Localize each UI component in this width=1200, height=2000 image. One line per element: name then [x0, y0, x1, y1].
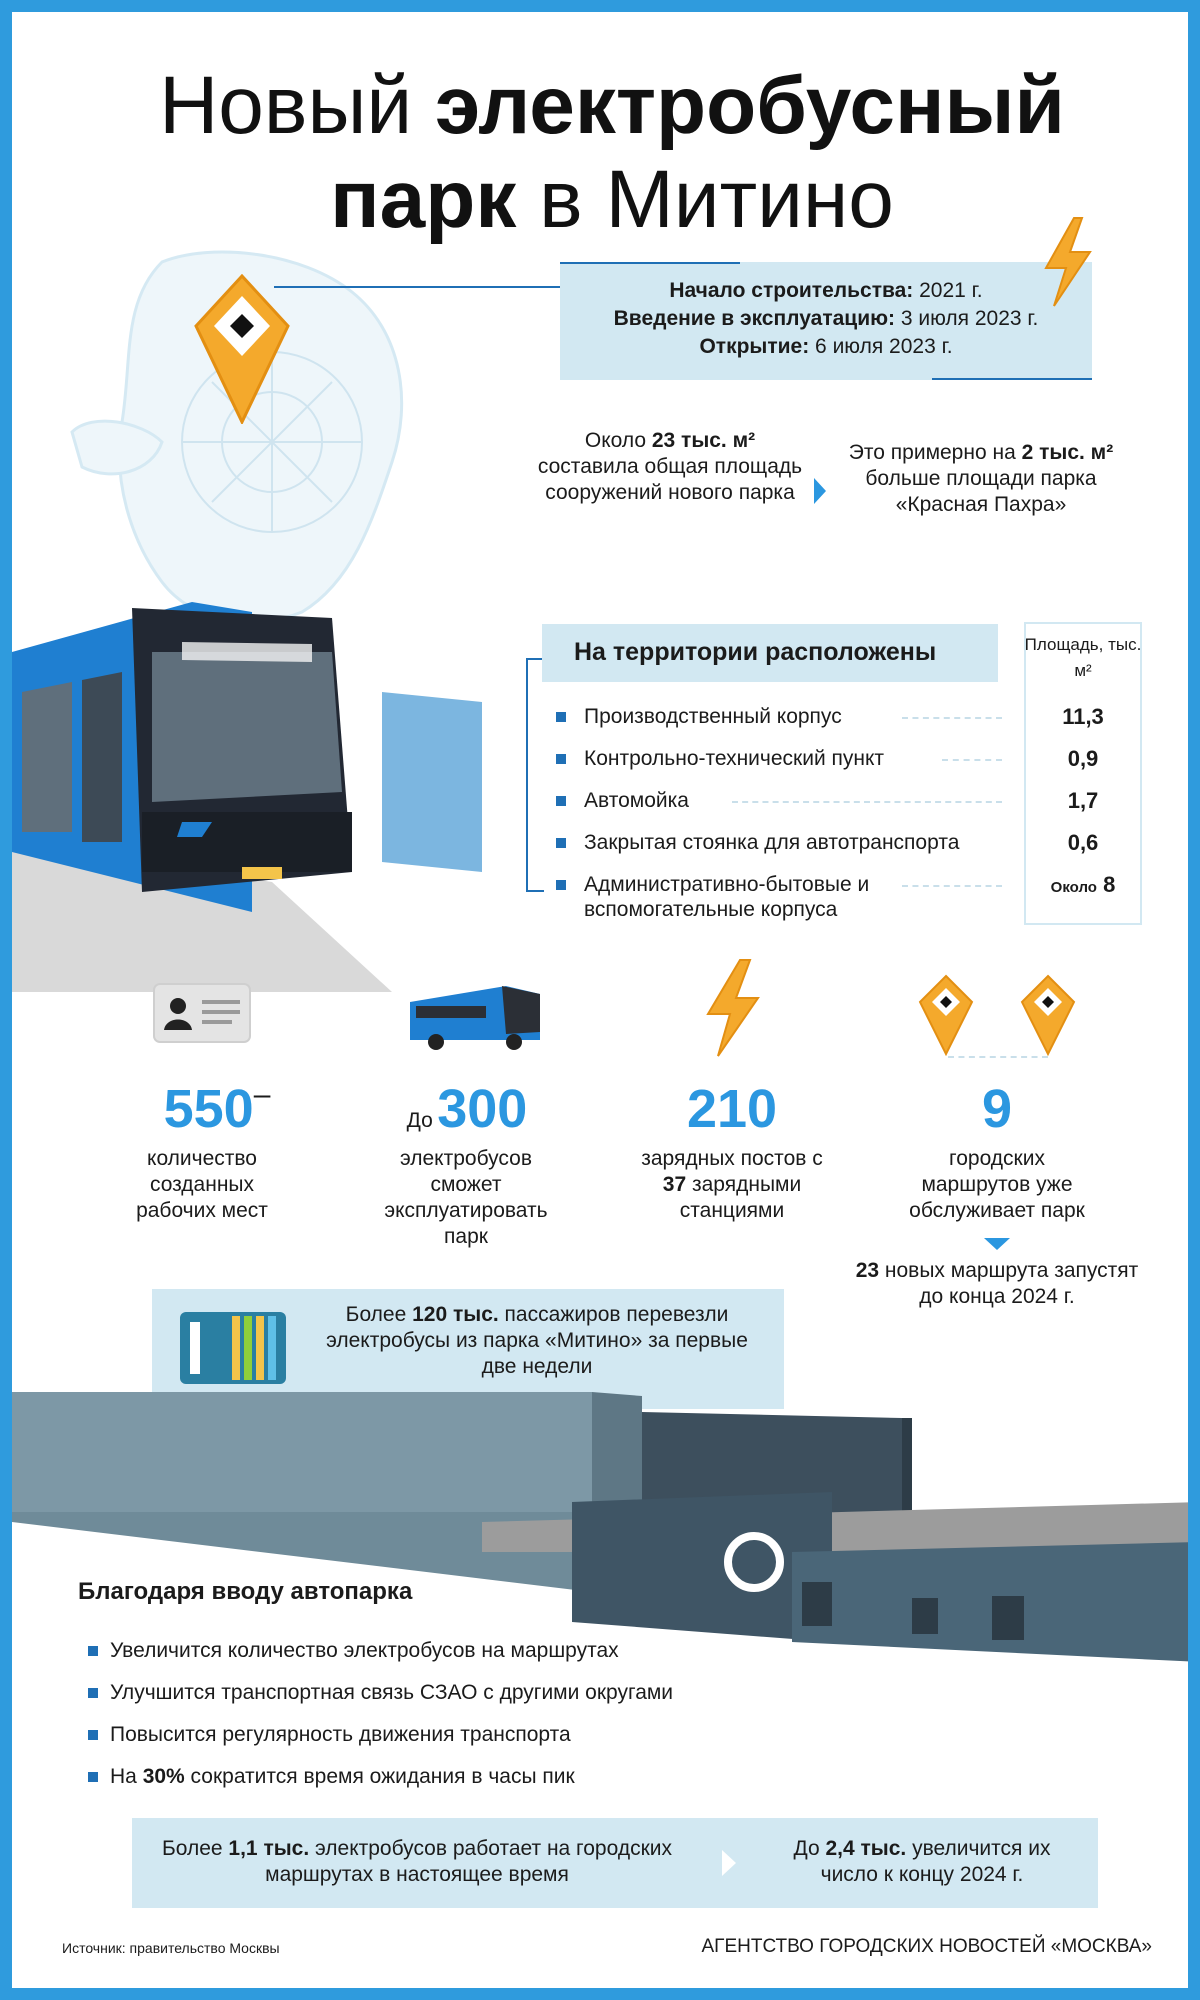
arrow-right-icon: [812, 476, 828, 506]
map-pin-icon: [192, 274, 292, 424]
routes-note: [842, 1258, 1152, 1310]
value-number: 8: [1103, 872, 1116, 897]
area-value: 23 тыс. м²: [651, 429, 756, 452]
territory-item-value: 11,3: [1062, 704, 1104, 729]
map-pin-icon: [1020, 974, 1076, 1056]
bottom-value: 1,1 тыс.: [228, 1837, 310, 1860]
list-bullet: [556, 796, 566, 806]
territory-heading: На территории расположены: [574, 638, 937, 666]
lightning-icon: [702, 958, 764, 1058]
title-part: в Митино: [516, 154, 894, 245]
territory-item-value: [1024, 872, 1142, 898]
stat-text: [632, 1146, 832, 1224]
arrow-down-icon: [982, 1236, 1012, 1252]
future-buses-text: [762, 1836, 1082, 1888]
list-bullet: [88, 1646, 98, 1656]
construction-value: 2021 г.: [913, 279, 983, 302]
title-part: Новый: [159, 60, 435, 151]
territory-item-value: 1,7: [1067, 788, 1099, 813]
stat-value: 300: [437, 1079, 528, 1139]
benefit-text-part: сократится время ожидания в часы пик: [184, 1765, 575, 1788]
stat-text-part: зарядными станциями: [679, 1173, 802, 1222]
stat-prefix: До: [406, 1109, 433, 1132]
stat-text: городских маршрутов уже обслуживает парк: [909, 1147, 1085, 1222]
passengers-text-part: пассажиров перевезли электробусы из парка «Митино» за первые две недели: [326, 1303, 748, 1378]
area-text: больше площади парка «Красная Пахра»: [865, 467, 1097, 516]
routes-note-bold: 23: [855, 1259, 880, 1282]
bus-icon: [406, 980, 546, 1052]
list-bullet: [556, 754, 566, 764]
opening-label: Открытие:: [699, 335, 810, 358]
benefits-heading: Благодаря вводу автопарка: [78, 1578, 413, 1605]
list-bullet: [556, 880, 566, 890]
stat-text-bold: 37: [662, 1173, 687, 1196]
bottom-text-part: Более: [161, 1837, 229, 1860]
bottom-text-part: увеличится их число к концу 2024 г.: [820, 1837, 1051, 1886]
stat-routes: [892, 1078, 1102, 1140]
page-title-line2: [12, 154, 1200, 246]
passengers-text: [312, 1302, 762, 1380]
stat-jobs: [132, 1078, 302, 1140]
stat-chargers: [632, 1078, 832, 1140]
title-part: электробусный: [434, 60, 1065, 151]
territory-item-value: 0,6: [1067, 830, 1099, 855]
area-total-text: [532, 428, 808, 506]
routes-note-text: новых маршрута запустят до конца 2024 г.: [879, 1259, 1139, 1308]
title-part: парк: [330, 154, 517, 245]
current-buses-text: [152, 1836, 682, 1888]
pin-connector: [274, 286, 560, 288]
benefit-item: [110, 1764, 575, 1790]
construction-label: Начало строительства:: [669, 279, 914, 302]
map-pin-icon: [918, 974, 974, 1056]
leader-line: [732, 801, 1002, 803]
benefit-value: 30%: [142, 1765, 185, 1788]
list-bullet: [88, 1730, 98, 1740]
lightning-icon: [1040, 216, 1096, 308]
opening-value: 6 июля 2023 г.: [809, 335, 953, 358]
list-bullet: [88, 1688, 98, 1698]
benefit-text-part: На: [110, 1765, 143, 1788]
page-title: [12, 60, 1200, 152]
stat-text: электробусов сможет эксплуатировать парк: [384, 1147, 548, 1248]
territory-heading-panel: [542, 624, 998, 682]
stat-buses: [372, 1078, 562, 1140]
territory-item-label: Закрытая стоянка для автотранспорта: [584, 831, 960, 854]
list-bullet: [556, 712, 566, 722]
stat-suffix: –: [253, 1078, 271, 1111]
bottom-text-part: До: [793, 1837, 826, 1860]
area-value: 2 тыс. м²: [1021, 441, 1114, 464]
id-card-icon: [152, 982, 252, 1044]
area-text: Около: [584, 429, 652, 452]
list-bullet: [88, 1772, 98, 1782]
value-prefix: Около: [1050, 879, 1097, 896]
territory-item-label: Производственный корпус: [584, 705, 842, 728]
stat-text-part: зарядных постов с: [641, 1147, 823, 1170]
pin-link-line: [948, 1056, 1048, 1058]
territory-item-value: 0,9: [1067, 746, 1099, 771]
leader-line: [902, 717, 1002, 719]
arrow-right-icon: [720, 1848, 738, 1878]
benefit-item: Увеличится количество электробусов на маршрутах: [110, 1639, 619, 1662]
list-bullet: [556, 838, 566, 848]
stat-value: 550: [163, 1079, 254, 1139]
electric-bus-illustration-icon: [12, 592, 512, 992]
passengers-value: 120 тыс.: [412, 1303, 499, 1326]
bottom-text-part: электробусов работает на городских маршрутах в настоящее время: [265, 1837, 673, 1886]
source-note: Источник: правительство Москвы: [62, 1940, 280, 1956]
leader-line: [902, 885, 1002, 887]
commission-label: Введение в эксплуатацию:: [613, 307, 896, 330]
territory-item-label: Контрольно-технический пункт: [584, 747, 885, 770]
dates-border: [560, 262, 740, 264]
leader-line: [942, 759, 1002, 761]
territory-item-label: Автомойка: [584, 789, 689, 812]
territory-column-header: Площадь, тыс. м²: [1024, 635, 1142, 680]
stat-value: 210: [686, 1079, 778, 1139]
area-text: составила общая площадь сооружений нового парка: [537, 455, 803, 504]
dates-border: [932, 378, 1092, 380]
territory-bracket: [526, 658, 544, 892]
commission-value: 3 июля 2023 г.: [895, 307, 1039, 330]
territory-item-label: Административно-бытовые и вспомогательные корпуса: [584, 873, 870, 921]
agency-credit: АГЕНТСТВО ГОРОДСКИХ НОВОСТЕЙ «МОСКВА»: [701, 1936, 1152, 1957]
benefit-item: Повысится регулярность движения транспорта: [110, 1723, 571, 1746]
area-text: Это примерно на: [848, 441, 1022, 464]
passengers-text-part: Более: [345, 1303, 413, 1326]
ticket-icon: [178, 1310, 288, 1386]
bottom-value: 2,4 тыс.: [825, 1837, 907, 1860]
area-compare-text: [846, 440, 1116, 518]
benefit-item: Улучшится транспортная связь СЗАО с другими округами: [110, 1681, 674, 1704]
stat-value: 9: [981, 1079, 1013, 1139]
stat-text: количество созданных рабочих мест: [136, 1147, 268, 1222]
dates-text: [560, 277, 1092, 361]
